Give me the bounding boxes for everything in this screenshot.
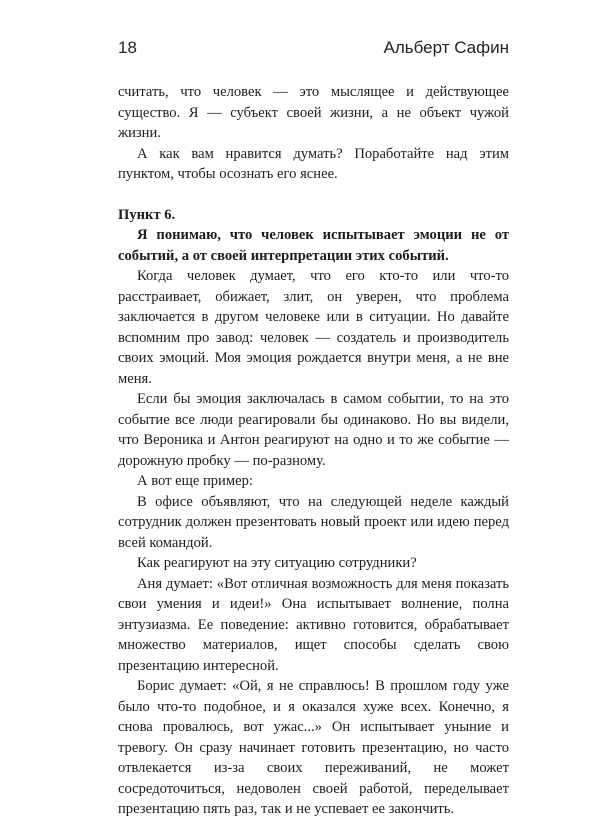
page-body xyxy=(118,82,509,820)
point-lead: Я понимаю, что человек испытывает эмоции не от событий, а от своей интерпретации этих событий. xyxy=(118,227,509,264)
running-title: Альберт Сафин xyxy=(383,38,509,57)
page-header xyxy=(118,38,509,64)
paragraph-question: А как вам нравится думать? Поработайте над этим пунктом, чтобы осознать его яснее. xyxy=(118,145,509,182)
paragraph: Если бы эмоция заключалась в самом событии, то на это событие все люди реагировали бы одинаково. Но вы видели, что Вероника и Антон реагируют на одно и то же событие — дорожную пробку — по-разному. xyxy=(118,391,509,469)
paragraph: Как реагируют на эту ситуацию сотрудники? xyxy=(137,555,417,571)
point-title: Пункт 6. xyxy=(118,206,176,223)
section-gap xyxy=(118,185,509,205)
paragraph-continuation: считать, что человек — это мыслящее и действующее существо. Я — субъект своей жизни, а не объект чужой жизни. xyxy=(118,84,509,141)
paragraph: В офисе объявляют, что на следующей неделе каждый сотрудник должен презентовать новый проект или идею перед всей командой. xyxy=(118,493,509,551)
paragraph: Аня думает: «Вот отличная возможность для меня показать свои умения и идеи!» Она испытывает волнение, полна энтузиазма. Ее поведение: активно готовится, обрабатывает множество материалов, ищет способы сделать свою презентацию интересной. xyxy=(118,575,509,674)
page-number: 18 xyxy=(118,38,137,57)
paragraph: Борис думает: «Ой, я не справлюсь! В прошлом году уже было что-то подобное, и я оказался хуже всех. Конечно, я снова провалюсь, вот ужас...» Он испытывает уныние и тревогу. Он сразу начинает готовить презентацию, но часто отвлекается из-за своих переживаний, не может сосредоточиться, недоволен своей работой, переделывает презентацию пять раз, так и не успевает ее закончить. xyxy=(118,678,509,817)
book-page xyxy=(118,38,509,820)
paragraph: А вот еще пример: xyxy=(137,473,253,489)
paragraph: Когда человек думает, что его кто-то или что-то расстраивает, обижает, злит, он уверен, что проблема заключается в другом человеке или в ситуации. Но давайте вспомним про завод: человек — создатель и производитель своих эмоций. Моя эмоция рождается внутри меня, а не вне меня. xyxy=(118,268,509,387)
